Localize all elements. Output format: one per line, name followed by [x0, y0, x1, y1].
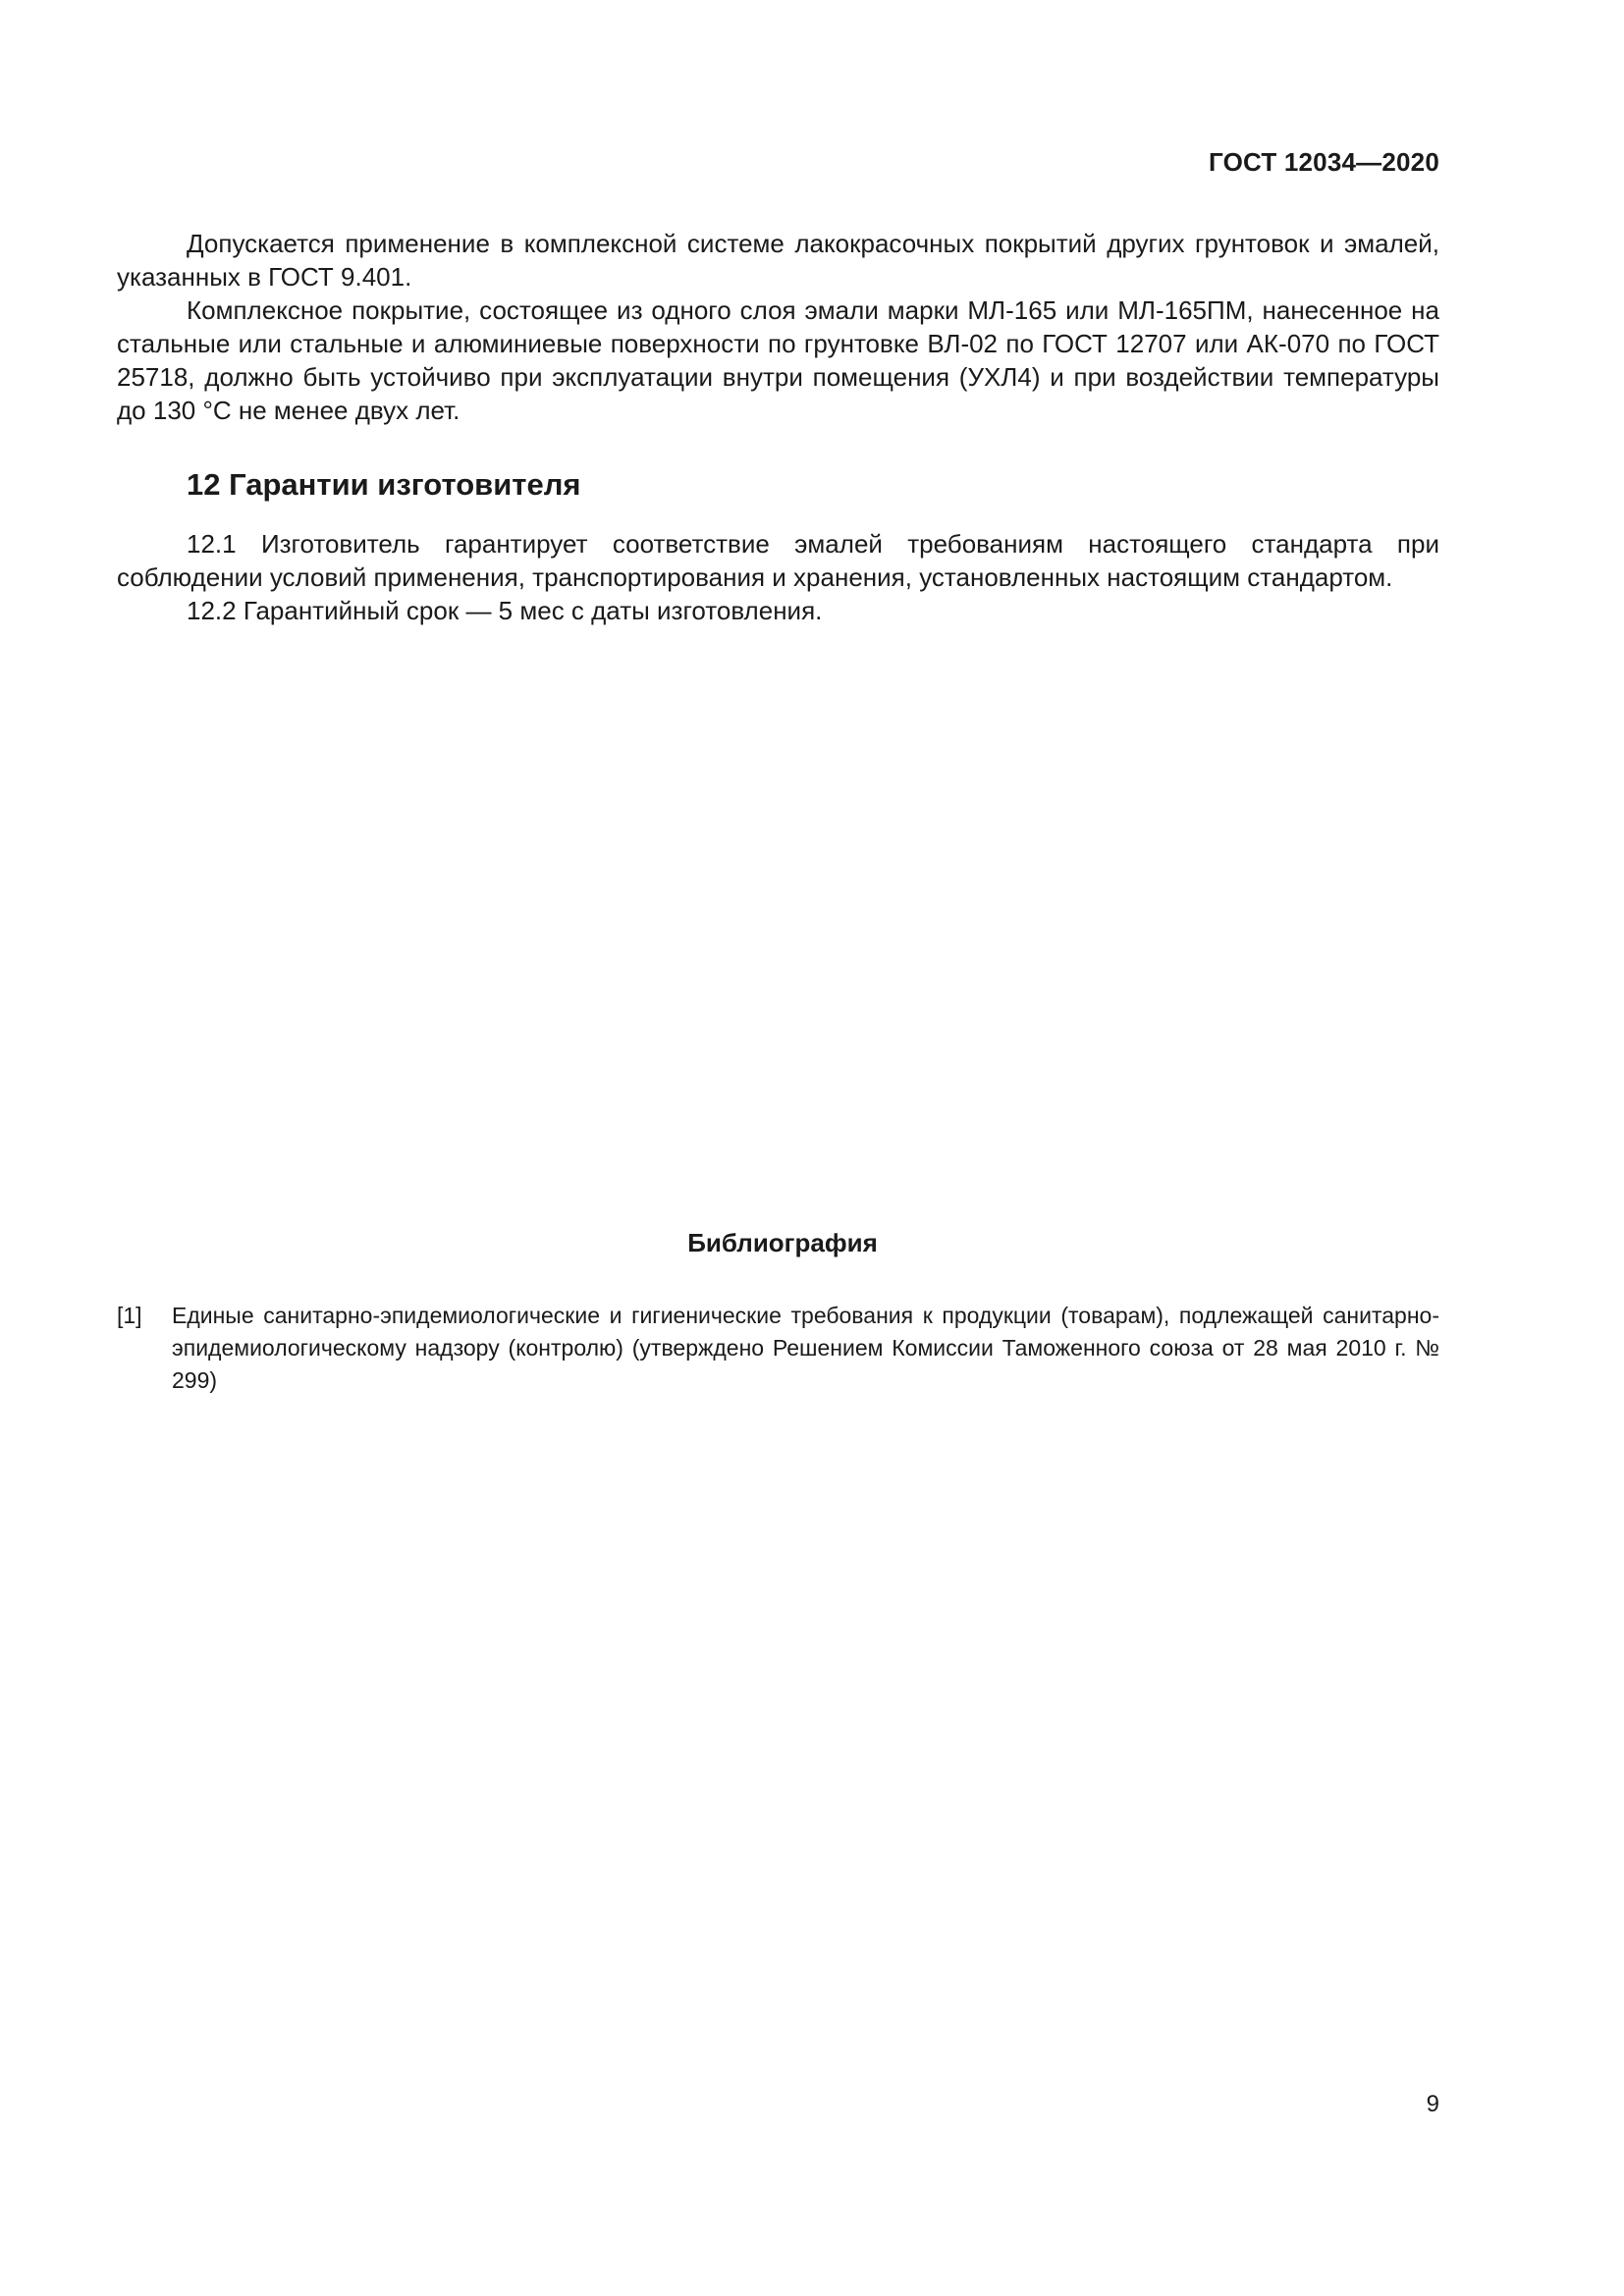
- bibliography-entry-number: [1]: [117, 1303, 142, 1328]
- top-text-block: [117, 227, 1439, 427]
- bibliography-entry: [117, 1300, 1439, 1397]
- document-id-header: ГОСТ 12034—2020: [1209, 147, 1439, 177]
- section-heading-warranty: 12 Гарантии изготовителя: [187, 467, 581, 502]
- paragraph-primers: Допускается применение в комплексной системе лакокрасочных покрытий других грунтовок и эмалей, указанных в ГОСТ 9.401.: [117, 229, 1439, 292]
- bibliography-heading: Библиография: [687, 1228, 878, 1257]
- page-number: 9: [1426, 2091, 1439, 2117]
- bibliography-entry-text: Единые санитарно-эпидемиологические и гигиенические требования к продукции (товарам), подлежащей санитарно-эпидемиологическому надзору (контролю) (утверждено Решением Комиссии Таможенного союза от 28 мая 2010 г. № 299): [172, 1303, 1439, 1393]
- warranty-text-block: [117, 527, 1439, 627]
- paragraph-12-2: 12.2 Гарантийный срок — 5 мес с даты изготовления.: [187, 596, 823, 625]
- paragraph-12-1: 12.1 Изготовитель гарантирует соответствие эмалей требованиям настоящего стандарта при соблюдении условий применения, транспортирования и хранения, установленных настоящим стандартом.: [117, 529, 1439, 592]
- paragraph-complex-coating: Комплексное покрытие, состоящее из одного слоя эмали марки МЛ-165 или МЛ-165ПМ, нанесенное на стальные или стальные и алюминиевые поверхности по грунтовке ВЛ-02 по ГОСТ 12707 или АК-070 по ГОСТ 25718, должно быть устойчиво при эксплуатации внутри помещения (УХЛ4) и при воздействии температуры до 130 °С не менее двух лет.: [117, 295, 1439, 425]
